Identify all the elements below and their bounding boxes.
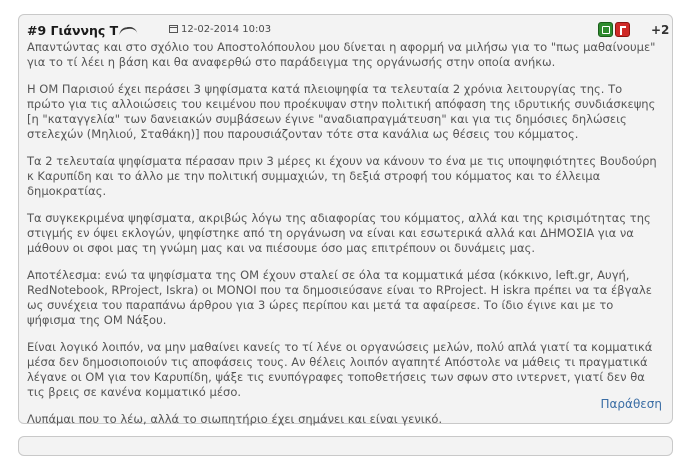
author-name: Γιάννης Τ: [50, 23, 119, 38]
flag-icon[interactable]: [615, 22, 630, 37]
comment-score: +2: [651, 23, 670, 37]
comment-paragraph: Είναι λογικό λοιπόν, να μην μαθαίνει κανείς το τί λένε οι οργανώσεις μελών, πολύ απλά γιατί τα κομματικά μέσα δεν δημοσιοποιούν τις αποφάσεις τους. Αν θέλεις λοιπόν αγαπητέ Απόστολε να μάθεις τι πραγματικά λέγανε οι ΟΜ για τον Καρυπίδη, ψάξε τις ενυπόγραφες τοποθετήσεις των σφων στο ιντερνετ, γιατί δεν θα τις βρεις σε κανένα κομματικό μέσο.: [27, 340, 653, 399]
comment-card: [18, 14, 673, 424]
document-icon[interactable]: [598, 22, 613, 37]
comment-body: [27, 40, 657, 439]
next-comment-card: [18, 436, 673, 456]
quote-link[interactable]: Παράθεση: [600, 397, 662, 411]
calendar-icon: [169, 25, 178, 33]
comment-paragraph: Τα συγκεκριμένα ψηφίσματα, ακριβώς λόγω της αδιαφορίας του κόμματος, αλλά και της κρισιμότητας της στιγμής εν όψει εκλογών, ψηφίστηκε από τη οργάνωση να είναι και εσωτερικά αλλά και ΔΗΜΟΣΙΑ για να μάθουν οι σφοι μας τη γνώμη μας και να πιέσουμε όσο μας επιτρέπουν οι δυνάμεις μας.: [27, 211, 651, 255]
comment-paragraph: Τα 2 τελευταία ψηφίσματα πέρασαν πριν 3 μέρες κι έχουν να κάνουν το ένα με τις υποψηφιότητες Βουδούρη κ Καρυπίδη και το άλλο με την πολιτική συμμαχιών, τη δεξιά στροφή του κόμματος και το έλλειμα δημοκρατίας.: [27, 154, 657, 198]
redaction-scribble: [119, 25, 138, 37]
comment-paragraph: Η ΟΜ Παρισιού έχει περάσει 3 ψηφίσματα κατά πλειοψηφία τα τελευταία 2 χρόνια λειτουργίας της. Το πρώτο για τις αλλοιώσεις του κειμένου που προέκυψαν στην πολιτική απόφαση της ιδρυτικής συνδιάσκεψης [η "καταγγελία" των δανειακών συμβάσεων έγινε "αναδιαπραγμάτευση" και για τις δημόσιες δηλώσεις στελεχών (Μηλιού, Σταθάκη)] που παρουσιάζονταν τότε στα κανάλια ως θέσεις του κόμματος.: [27, 82, 656, 141]
comment-paragraph: Αποτέλεσμα: ενώ τα ψηφίσματα της ΟΜ έχουν σταλεί σε όλα τα κομματικά μέσα (κόκκινο, left.gr, Αυγή, RedNotebook, RProject, Iskra) οι ΜΟΝΟΙ που τα δημοσιεύσανε είναι το RProject. Η iskra πρέπει να τα έβγαλε ως συνέχεια του παραπάνω άρθρου για 3 ώρες περίπου και μετά τα αφαίρεσε. Το ίδιο έγινε και με το ψήφισμα της ΟΜ Νάξου.: [27, 268, 653, 327]
comment-number: #9: [27, 23, 47, 38]
comment-author: [27, 23, 137, 38]
comment-date: [169, 24, 271, 35]
date-text: 12-02-2014 10:03: [181, 24, 272, 35]
comment-paragraph: Απαντώντας και στο σχόλιο του Αποστολόπουλου μου δίνεται η αφορμή να μιλήσω για το "πως μαθαίνουμε" για το τί λέει η βάση και θα αναφερθώ στο παράδειγμα της οργάνωσής στην οποία ανήκω.: [27, 40, 656, 69]
comment-paragraph: Λυπάμαι που το λέω, αλλά το σιωπητήριο έχει σημάνει και είναι γενικό.: [27, 412, 443, 426]
comment-header: [27, 22, 670, 40]
